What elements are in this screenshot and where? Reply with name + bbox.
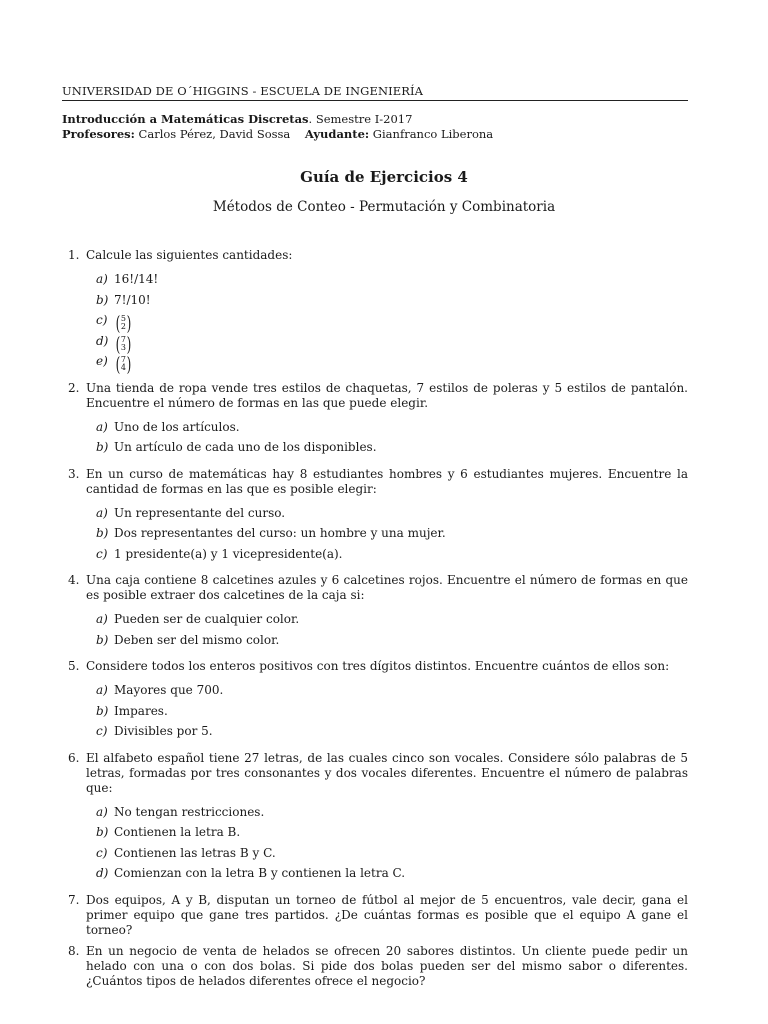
- sub-item-text: Pueden ser de cualquier color.: [114, 612, 300, 626]
- sub-item-label: d): [96, 866, 109, 880]
- question-item: [62, 573, 688, 653]
- sub-item-label: a): [96, 505, 108, 520]
- sub-item: [96, 633, 688, 654]
- sub-item-text: Un artículo de cada uno de los disponibles.: [114, 440, 377, 454]
- question-item: [62, 659, 688, 745]
- sub-item-label: b): [96, 825, 109, 839]
- binomial-stack: [121, 315, 126, 331]
- sub-item-text: 7!/10!: [114, 292, 151, 307]
- sub-item-list: [86, 420, 688, 461]
- question-item: [62, 248, 688, 375]
- binomial-k: 2: [120, 322, 126, 331]
- question-number: 2.: [68, 380, 80, 395]
- binomial-k: 4: [120, 363, 126, 372]
- binomial-k: 3: [120, 342, 126, 352]
- question-text: El alfabeto español tiene 27 letras, de las cuales cinco son vocales. Considere sólo palabras de 5 letras, formadas por tres consonantes y dos vocales diferentes. Encuentre el número de palabras que:: [86, 750, 688, 795]
- sub-item-text: Uno de los artículos.: [114, 419, 240, 434]
- binomial-n: 7: [120, 334, 126, 344]
- sub-item-text: Divisibles por 5.: [114, 724, 213, 738]
- university-header: UNIVERSIDAD DE O´HIGGINS - ESCUELA DE INGENIERÍA: [62, 84, 424, 98]
- right-paren: ): [126, 352, 132, 376]
- sub-item: [96, 293, 688, 314]
- question-item: [62, 381, 688, 461]
- sub-item: [96, 272, 688, 293]
- sub-item-label: b): [96, 440, 109, 454]
- sub-item: [96, 724, 688, 745]
- sub-item-text: Dos representantes del curso: un hombre y una mujer.: [114, 526, 446, 540]
- sub-item-label: a): [96, 612, 108, 626]
- question-item: [62, 893, 688, 938]
- sub-item: [96, 825, 688, 846]
- sub-item: [96, 420, 688, 441]
- sub-item-text: Mayores que 700.: [114, 683, 224, 697]
- sub-item-text: Impares.: [114, 703, 168, 718]
- question-text: Una caja contiene 8 calcetines azules y 6 calcetines rojos. Encuentre el número de formas en que es posible extraer dos calcetines de la caja si:: [86, 573, 688, 602]
- question-text: En un negocio de venta de helados se ofrecen 20 sabores distintos. Un cliente puede pedir un helado con una o con dos bolas. Si pide dos bolas pueden ser del mismo sabor o diferentes. ¿Cuántos tipos de helados diferentes ofrece el negocio?: [86, 943, 688, 988]
- question-number: 8.: [68, 943, 80, 958]
- binomial-coefficient: [114, 331, 133, 356]
- sub-item-label: e): [96, 354, 108, 368]
- sub-item-list: [86, 506, 688, 568]
- sub-item-label: a): [96, 804, 108, 819]
- sub-item: [96, 704, 688, 725]
- sub-item-label: a): [96, 272, 108, 286]
- sub-item: [96, 354, 688, 375]
- question-number: 6.: [68, 750, 80, 765]
- course-name: Introducción a Matemáticas Discretas: [62, 112, 309, 126]
- sub-item-label: a): [96, 683, 108, 697]
- sub-item: [96, 506, 688, 527]
- binomial-coefficient: [114, 313, 133, 333]
- page-title: Guía de Ejercicios 4: [300, 168, 468, 186]
- professors-label: Profesores:: [62, 127, 135, 141]
- sub-item-text: Contienen la letra B.: [114, 825, 241, 839]
- binomial-stack: [121, 356, 126, 372]
- sub-item: [96, 866, 688, 887]
- binomial-stack: [121, 336, 126, 352]
- question-text: Una tienda de ropa vende tres estilos de chaquetas, 7 estilos de poleras y 5 estilos de pantalón. Encuentre el número de formas en las que puede elegir.: [86, 380, 688, 410]
- sub-item-label: c): [96, 546, 108, 561]
- question-number: 1.: [68, 248, 80, 262]
- sub-item: [96, 526, 688, 547]
- question-text: Calcule las siguientes cantidades:: [86, 248, 293, 262]
- left-paren: (: [115, 331, 121, 356]
- sub-item-text: No tengan restricciones.: [114, 804, 265, 819]
- question-text: Considere todos los enteros positivos con tres dígitos distintos. Encuentre cuántos de ellos son:: [86, 659, 670, 673]
- sub-item-text: Deben ser del mismo color.: [114, 632, 280, 647]
- sub-item-label: c): [96, 845, 108, 860]
- sub-item: [96, 331, 688, 356]
- sub-item-text: Un representante del curso.: [114, 505, 286, 520]
- question-text: En un curso de matemáticas hay 8 estudiantes hombres y 6 estudiantes mujeres. Encuentre la cantidad de formas en las que es posible elegir:: [86, 466, 688, 496]
- right-paren: ): [126, 331, 132, 356]
- sub-item-list: [86, 612, 688, 653]
- sub-item-label: c): [96, 313, 108, 327]
- sub-item-list: [86, 805, 688, 887]
- sub-item-label: c): [96, 724, 108, 738]
- question-number: 4.: [68, 573, 80, 587]
- question-number: 5.: [68, 659, 80, 673]
- sub-item-text: Comienzan con la letra B y contienen la letra C.: [114, 866, 406, 880]
- sub-item-label: b): [96, 632, 109, 647]
- left-paren: (: [115, 311, 121, 335]
- sub-item-label: b): [96, 703, 109, 718]
- sub-item-text: Contienen las letras B y C.: [114, 845, 276, 860]
- sub-item-text: 1 presidente(a) y 1 vicepresidente(a).: [114, 546, 343, 561]
- sub-item-list: [86, 272, 688, 375]
- binomial-n: 7: [120, 355, 126, 364]
- assistant-label: Ayudante:: [304, 127, 370, 141]
- sub-item: [96, 313, 688, 334]
- sub-item-label: b): [96, 292, 109, 307]
- left-paren: (: [115, 352, 121, 376]
- professors: Carlos Pérez, David Sossa: [134, 127, 291, 141]
- course-line: [62, 112, 493, 127]
- sub-item: [96, 612, 688, 633]
- sub-item-label: a): [96, 419, 108, 434]
- page-subtitle: Métodos de Conteo - Permutación y Combinatoria: [212, 199, 556, 215]
- right-paren: ): [126, 311, 132, 335]
- question-item: [62, 944, 688, 989]
- sub-item: [96, 440, 688, 461]
- assistant: Gianfranco Liberona: [369, 127, 494, 141]
- binomial-coefficient: [114, 354, 133, 374]
- sub-item: [96, 547, 688, 568]
- sub-item-list: [86, 683, 688, 745]
- question-text: Dos equipos, A y B, disputan un torneo de fútbol al mejor de 5 encuentros, vale decir, gana el primer equipo que gane tres partidos. ¿De cuántas formas es posible que el equipo A gane el torneo?: [86, 892, 688, 937]
- sub-item: [96, 805, 688, 826]
- course-info: [62, 112, 493, 142]
- binomial-n: 5: [120, 314, 126, 323]
- question-number: 7.: [68, 892, 80, 907]
- sub-item-label: b): [96, 526, 109, 540]
- question-list: [62, 248, 688, 995]
- sub-item-text: 16!/14!: [114, 272, 159, 286]
- staff-line: [62, 127, 493, 142]
- question-number: 3.: [68, 466, 80, 481]
- question-item: [62, 751, 688, 887]
- header-rule: [62, 100, 688, 101]
- sub-item: [96, 683, 688, 704]
- question-item: [62, 467, 688, 568]
- sub-item: [96, 846, 688, 867]
- sub-item-label: d): [96, 333, 109, 348]
- semester: . Semestre I-2017: [308, 112, 413, 126]
